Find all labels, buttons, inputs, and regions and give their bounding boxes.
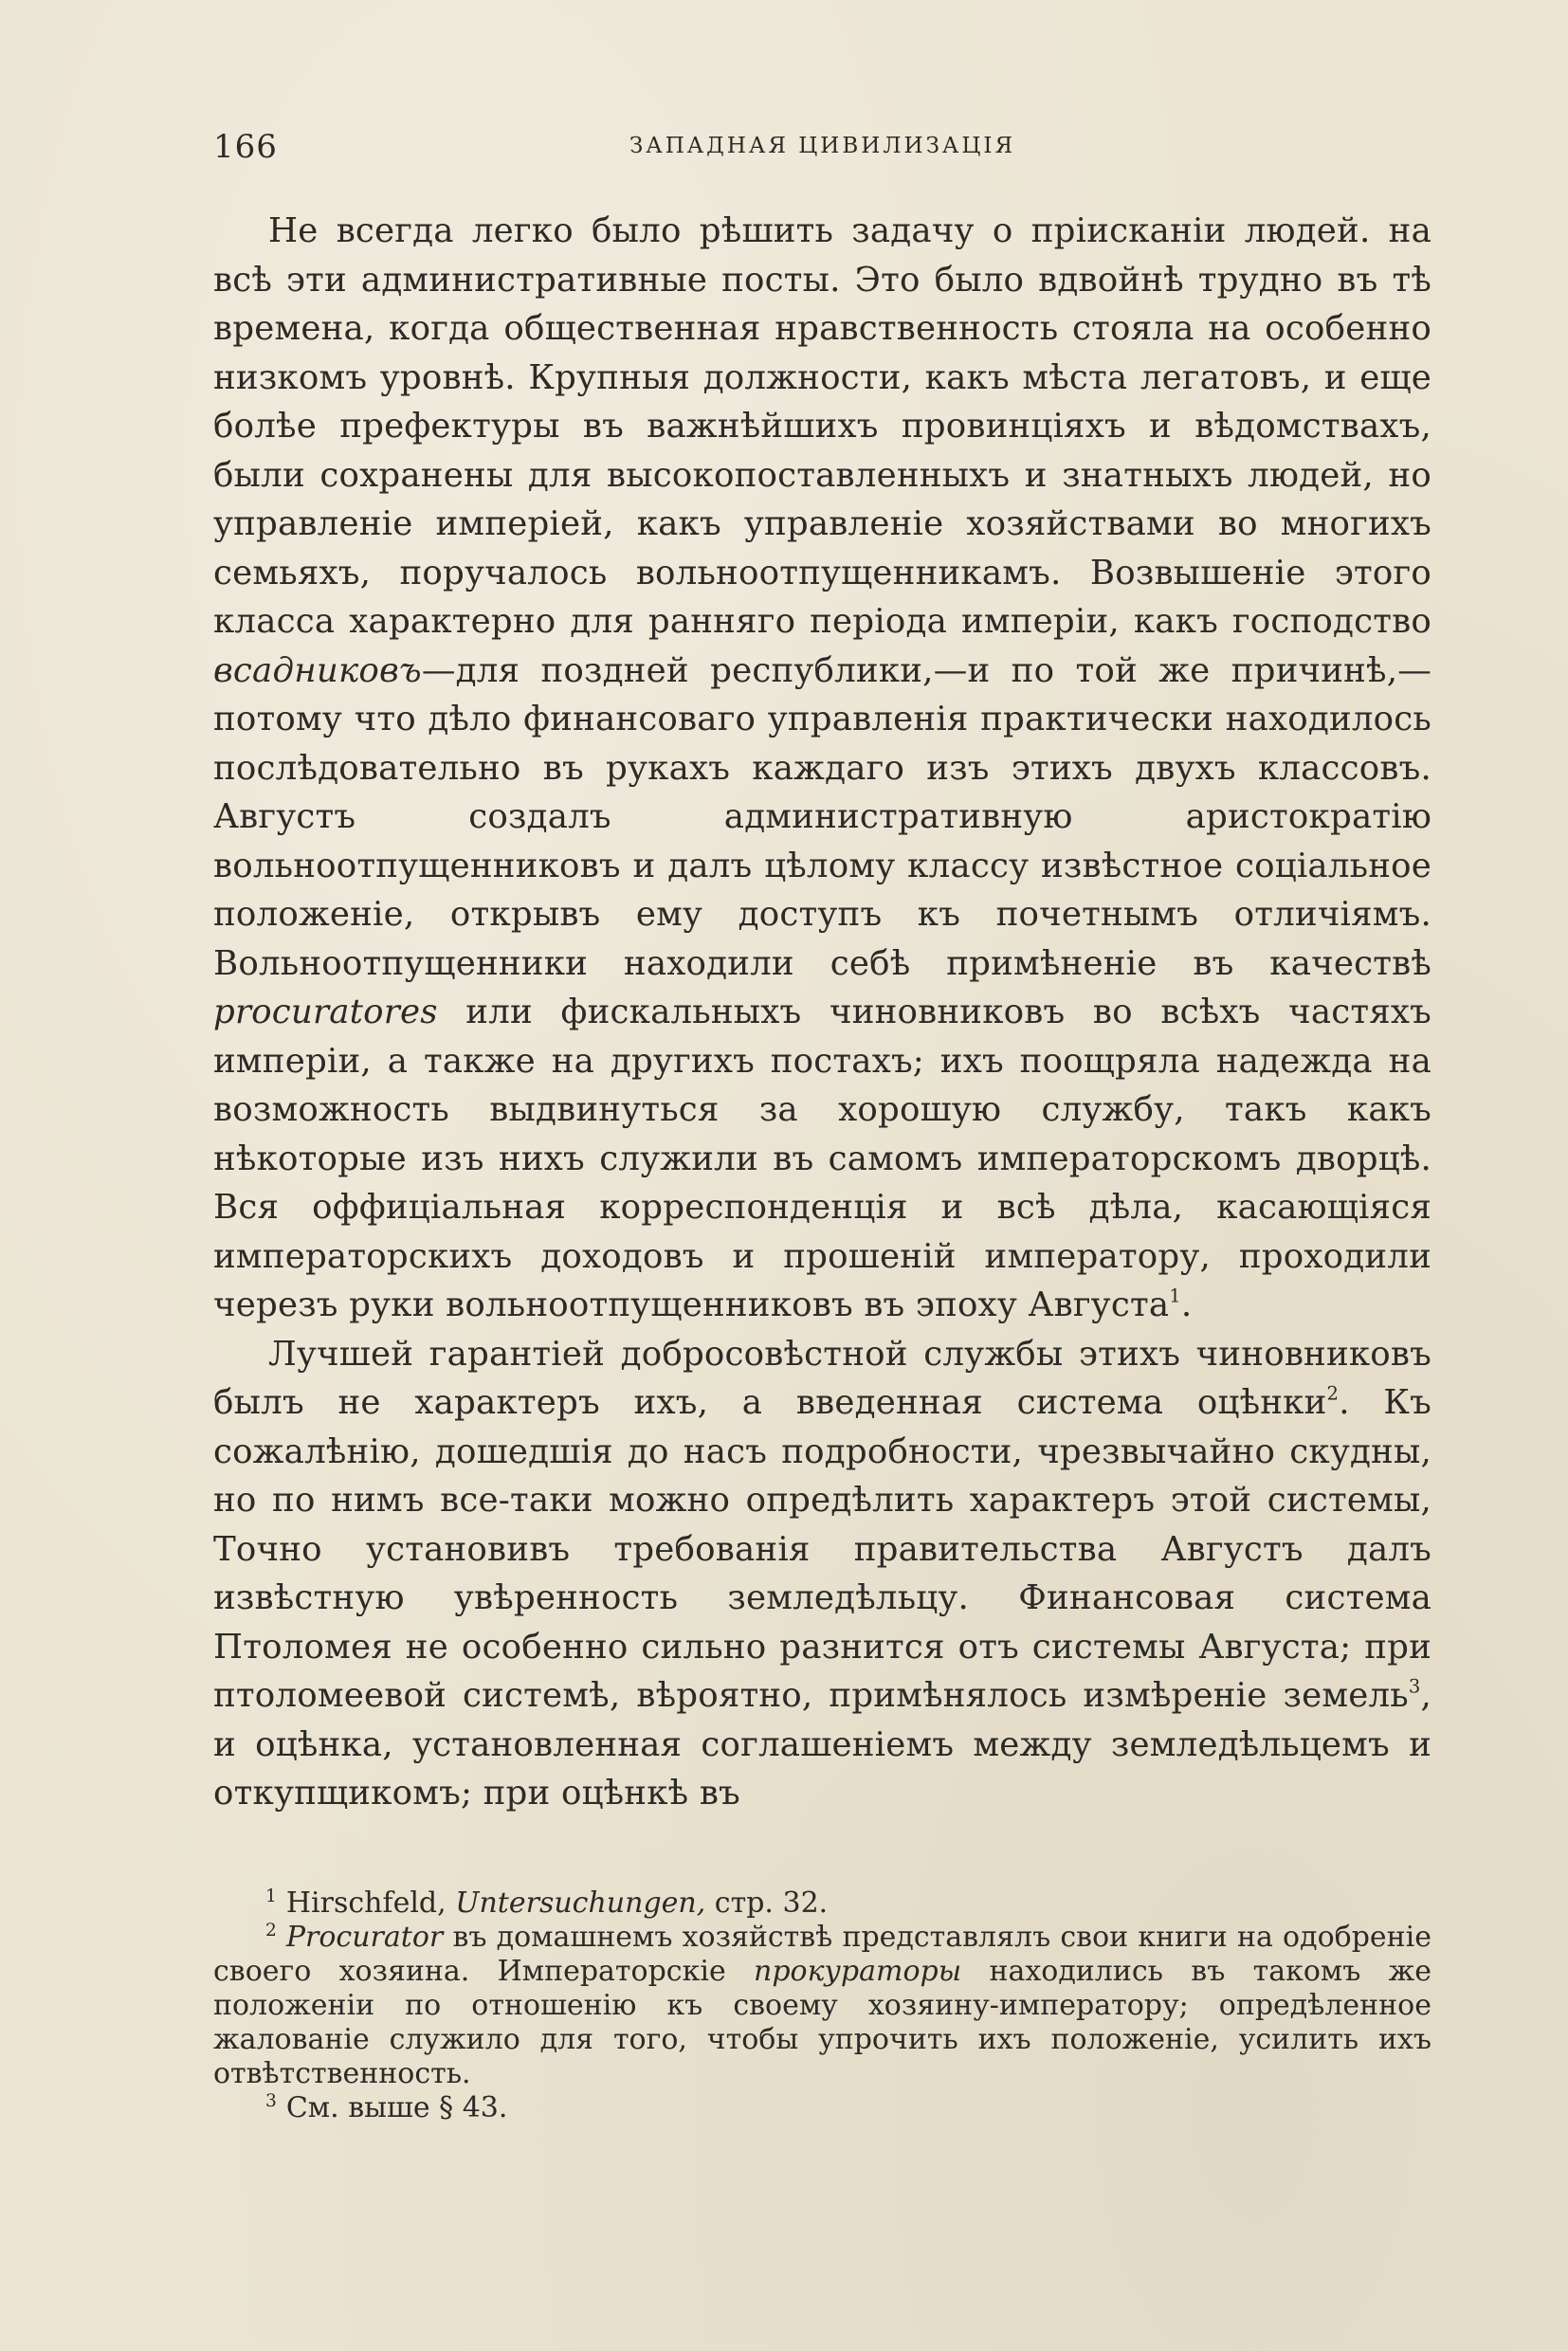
footnote-text: въ домашнемъ хозяйствѣ представлялъ свои книги на одобреніе своего хозяина. Императорскіе: [213, 1921, 1431, 1988]
running-head: [213, 128, 1431, 166]
paragraph: [213, 207, 1431, 1330]
footnote-text: См. выше § 43.: [285, 2091, 508, 2124]
paragraph: [213, 1330, 1431, 1818]
footnote-text: стр. 32.: [705, 1886, 829, 1920]
footnote: [213, 2091, 1431, 2125]
footnote-ref: 3: [1408, 1675, 1421, 1698]
italic-term: procuratores: [213, 993, 438, 1031]
footnote-text: находились въ такомъ же положеніи по отношенію къ своему хозяину-императору; опредѣленное жалованіе служило для того, чтобы упрочить ихъ положеніе, усилить ихъ отвѣтственность.: [213, 1955, 1431, 2090]
footnote-italic: Untersuchungen,: [455, 1886, 706, 1920]
paragraph-text: .: [1180, 1285, 1193, 1324]
paragraph-text: , и оцѣнка, установленная соглашеніемъ между земледѣльцемъ и откупщикомъ; при оцѣнкѣ въ: [213, 1676, 1431, 1813]
body-text: [213, 207, 1431, 1818]
running-title: ЗАПАДНАЯ ЦИВИЛИЗАЦІЯ: [629, 134, 1016, 158]
footnote: [213, 1921, 1431, 2091]
footnote-mark: 1: [265, 1886, 277, 1906]
footnote-italic: Procurator: [285, 1921, 444, 1954]
footnotes: [213, 1886, 1431, 2125]
footnote-text: Hirschfeld,: [285, 1886, 456, 1920]
footnote-italic: прокураторы: [754, 1955, 962, 1988]
paragraph-text: —для поздней республики,—и по той же причинѣ,—потому что дѣло финансоваго управленія практически находилось послѣдовательно въ рукахъ каждаго изъ этихъ двухъ классовъ. Августъ создалъ административную аристократію вольноотпущенниковъ и далъ цѣлому классу извѣстное соціальное положеніе, открывъ ему доступъ къ почетнымъ отличіямъ. Вольноотпущенники находили себѣ примѣненіе въ качествѣ: [213, 650, 1431, 983]
footnote-ref: 1: [1169, 1285, 1181, 1307]
paragraph-text: Не всегда легко было рѣшить задачу о пріисканіи людей. на всѣ эти административные посты. Это было вдвойнѣ трудно въ тѣ времена, когда общественная нравственность стояла на особенно низкомъ уровнѣ. Крупныя должности, какъ мѣста легатовъ, и еще болѣе префектуры въ важнѣйшихъ провинціяхъ и вѣдомствахъ, были сохранены для высокопоставленныхъ и знатныхъ людей, но управленіе имперіей, какъ управленіе хозяйствами во многихъ семьяхъ, поручалось вольноотпущенникамъ. Возвышеніе этого класса характерно для ранняго періода имперіи, какъ господство: [213, 211, 1431, 641]
footnote-mark: 2: [265, 1920, 277, 1941]
page-number: 166: [213, 128, 278, 166]
footnote-mark: 3: [265, 2090, 277, 2111]
italic-term: всадниковъ: [213, 650, 422, 690]
footnote-ref: 2: [1326, 1382, 1340, 1405]
paragraph-text: или фискальныхъ чиновниковъ во всѣхъ частяхъ имперіи, а также на другихъ постахъ; ихъ поощряла надежда на возможность выдвинуться за хорошую службу, такъ какъ нѣкоторые изъ нихъ служили въ самомъ императорскомъ дворцѣ. Вся оффиціальная корреспонденція и всѣ дѣла, касающіяся императорскихъ доходовъ и прошеній императору, проходили черезъ руки вольноотпущенниковъ въ эпоху Августа: [213, 993, 1431, 1324]
footnote: [213, 1886, 1431, 1921]
paragraph-text: . Къ сожалѣнію, дошедшія до насъ подробности, чрезвычайно скудны, но по нимъ все-таки можно опредѣлить характеръ этой системы, Точно установивъ требованія правительства Августъ далъ извѣстную увѣренность земледѣльцу. Финансовая система Птоломея не особенно сильно разнится отъ системы Августа; при птоломеевой системѣ, вѣроятно, примѣнялось измѣреніе земель: [213, 1383, 1431, 1715]
paragraph-text: Лучшей гарантіей добросовѣстной службы этихъ чиновниковъ былъ не характеръ ихъ, а введенная система оцѣнки: [213, 1334, 1431, 1422]
